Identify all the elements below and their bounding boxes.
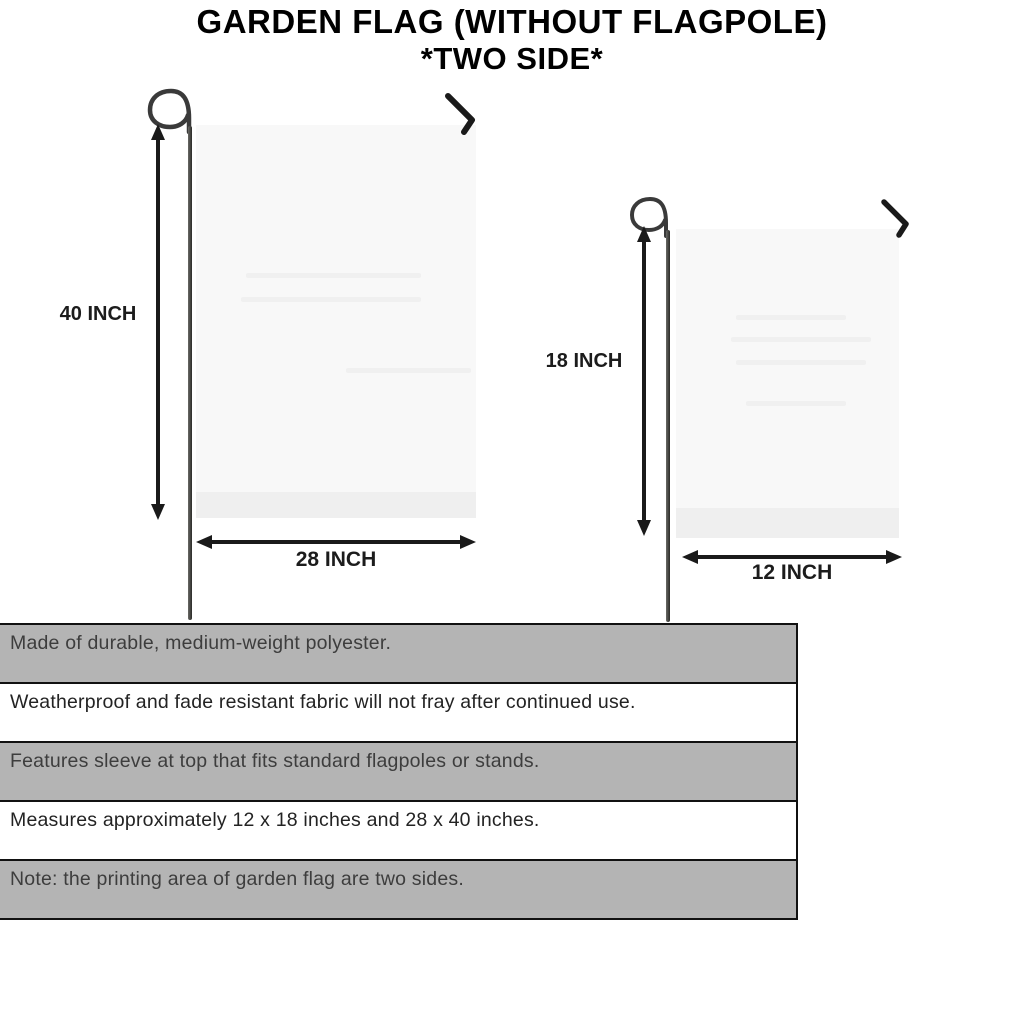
feature-row: Features sleeve at top that fits standard flagpoles or stands. [0, 741, 798, 802]
pole-hook-icon [444, 92, 480, 136]
page-title-line1: GARDEN FLAG (WITHOUT FLAGPOLE) [196, 3, 828, 40]
page-title [0, 4, 1024, 76]
print-ghost [731, 337, 871, 342]
print-ghost [346, 368, 471, 373]
height-dimension-arrow [149, 124, 167, 520]
small-flag [676, 229, 899, 538]
flag-bottom-sleeve [196, 492, 476, 518]
feature-row: Weatherproof and fade resistant fabric will not fray after continued use. [0, 682, 798, 743]
print-ghost [736, 360, 866, 365]
height-label-small: 18 INCH [545, 350, 623, 372]
flag-bottom-sleeve [676, 508, 899, 538]
large-flag [196, 125, 476, 518]
flagpole [666, 230, 670, 622]
width-label-small: 12 INCH [751, 561, 833, 584]
height-dimension-arrow [635, 226, 653, 536]
width-label-large: 28 INCH [295, 548, 377, 571]
feature-row: Note: the printing area of garden flag are two sides. [0, 859, 798, 920]
flagpole [188, 126, 192, 620]
page-title-line2: *TWO SIDE* [420, 41, 604, 77]
print-ghost [241, 297, 421, 302]
features-table [0, 623, 798, 920]
pole-hook-icon [880, 198, 914, 238]
feature-row: Measures approximately 12 x 18 inches and 28 x 40 inches. [0, 800, 798, 861]
height-label-large: 40 INCH [59, 303, 137, 325]
print-ghost [746, 401, 846, 406]
feature-row: Made of durable, medium-weight polyester. [0, 623, 798, 684]
print-ghost [736, 315, 846, 320]
print-ghost [246, 273, 421, 278]
